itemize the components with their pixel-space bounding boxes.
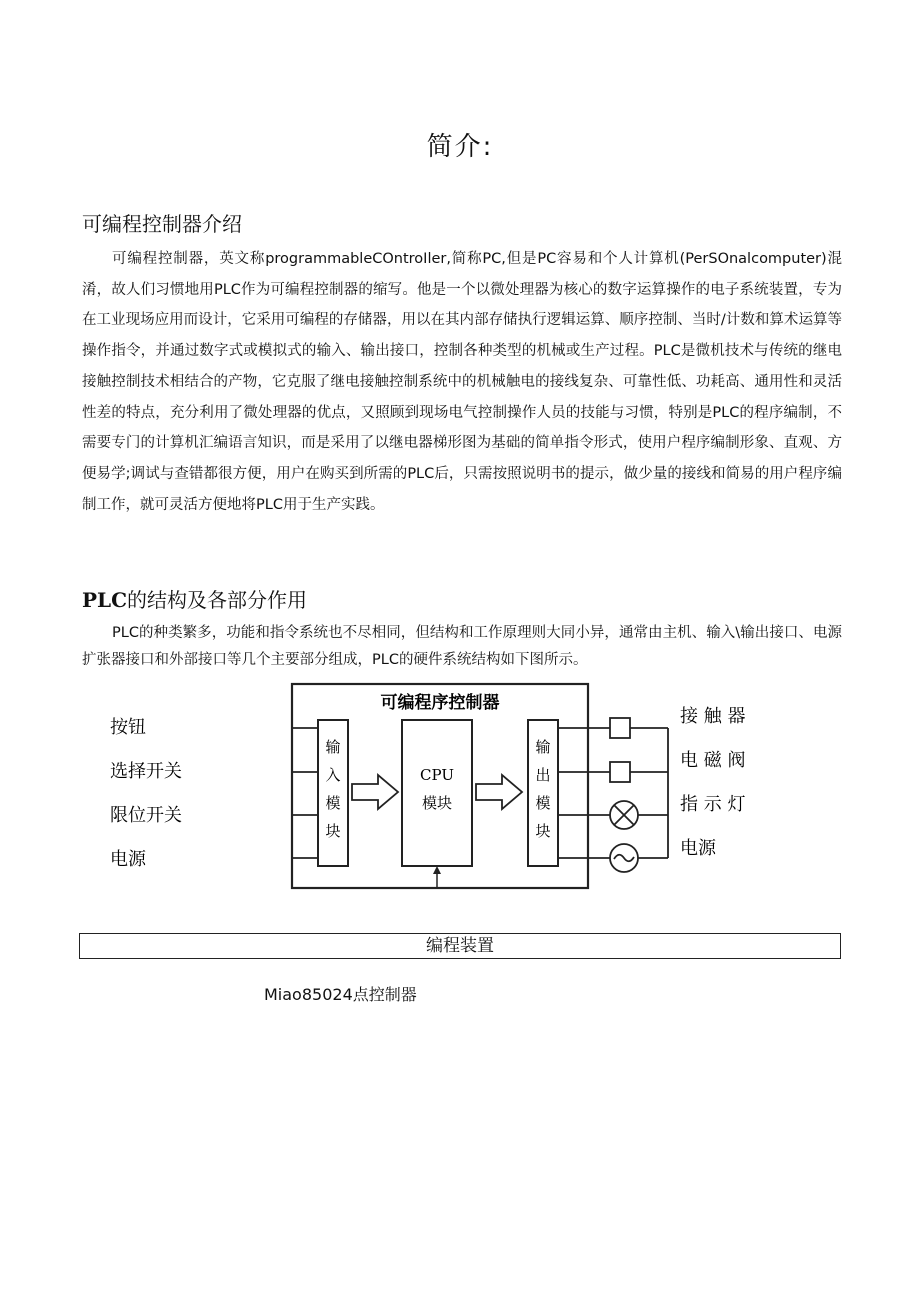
output-label-contactor: 接 触 器 — [680, 706, 746, 727]
plc-structure-diagram — [100, 676, 760, 898]
plc-diagram-svg — [100, 676, 760, 898]
ac-source-icon — [610, 844, 638, 872]
output-module-char: 出 — [535, 766, 551, 784]
section-heading-structure: PLC的结构及各部分作用 — [82, 588, 308, 612]
output-module-char: 输 — [535, 738, 551, 756]
indicator-lamp-icon — [610, 801, 638, 829]
output-module-char: 模 — [535, 794, 551, 812]
output-label-power: 电源 — [680, 838, 716, 859]
section-heading-structure-text: 的结构及各部分作用 — [127, 588, 308, 612]
output-module-char: 块 — [535, 822, 551, 840]
programming-device-cell: 编程装置 — [79, 933, 841, 959]
cpu-label: CPU — [420, 766, 454, 784]
intro-paragraph: 可编程控制器，英文称programmableCOntroIler,简称PC,但是PC容易和个人计算机(PerSOnalcomputer)混淆，故人们习惯地用PLC作为可编程控制器的缩写。他是一个以微处理器为核心的数字运算操作的电子系统装置，专为在工业现场应用而设计，它采用可编程的存储器，用以在其内部存储执行逻辑运算、顺序控制、当时/计数和算术运算等操作指令，并通过数字式或模拟式的输入、输出接口，控制各种类型的机械或生产过程。PLC是微机技术与传统的继电接触控制技术相结合的产物，它克服了继电接触控制系统中的机械触电的接线复杂、可靠性低、功耗高、通用性和灵活性差的特点，充分利用了微处理器的优点，又照顾到现场电气控制操作人员的技能与习惯，特别是PLC的程序编制，不需要专门的计算机汇编语言知识，而是采用了以继电器梯形图为基础的简单指令形式，使用户程序编制形象、直观、方便易学;调试与查错都很方便，用户在购买到所需的PLC后，只需按照说明书的提示，做少量的接线和简易的用户程序编制工作，就可灵活方便地将PLC用于生产实践。 — [82, 251, 842, 513]
solenoid-coil-icon — [610, 762, 630, 782]
page-title: 简介: — [426, 132, 494, 162]
section-heading-intro: 可编程控制器介绍 — [82, 212, 242, 236]
input-label-power: 电源 — [110, 849, 146, 870]
cpu-module — [402, 720, 472, 866]
structure-paragraph: PLC的种类繁多，功能和指令系统也不尽相同，但结构和工作原理则大同小异，通常由主机、输入\输出接口、电源扩张器接口和外部接口等几个主要部分组成，PLC的硬件系统结构如下图所示。 — [82, 625, 842, 668]
output-label-solenoid-valve: 电 磁 阀 — [680, 750, 746, 771]
input-label-limit-switch: 限位开关 — [110, 805, 182, 826]
input-module-char: 输 — [325, 738, 341, 756]
input-module-char: 入 — [325, 766, 341, 784]
input-module-char: 模 — [325, 794, 341, 812]
input-label-selector-switch: 选择开关 — [110, 761, 182, 782]
output-label-indicator-lamp: 指 示 灯 — [680, 794, 746, 815]
controller-caption: Miao85024点控制器 — [264, 985, 417, 1004]
input-module-char: 块 — [325, 822, 341, 840]
contactor-coil-icon — [610, 718, 630, 738]
controller-title: 可编程序控制器 — [380, 693, 500, 713]
cpu-label-module: 模块 — [421, 794, 453, 812]
input-label-button: 按钮 — [110, 717, 146, 738]
